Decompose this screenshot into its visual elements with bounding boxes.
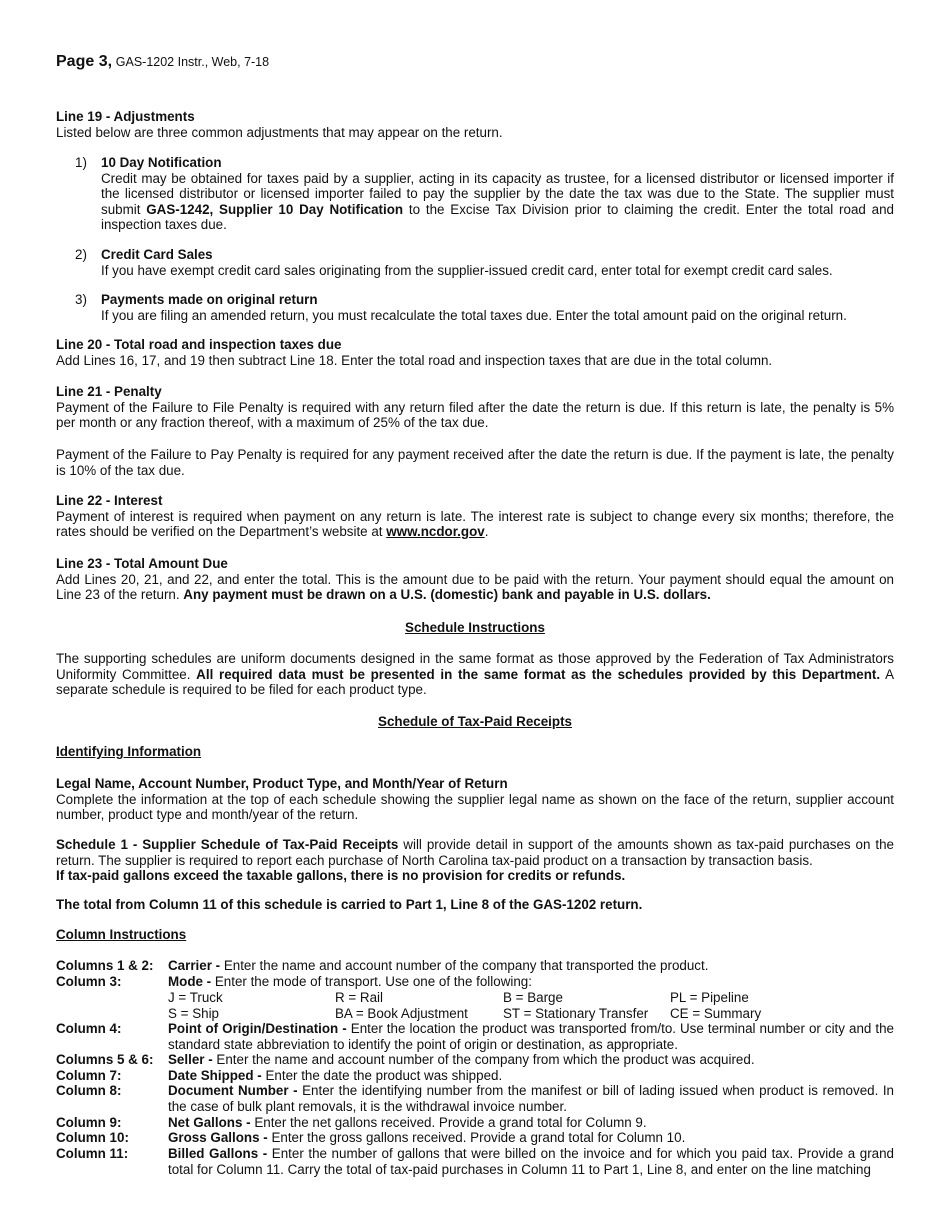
line20-text: Add Lines 16, 17, and 19 then subtract Line 18. Enter the total road and inspection taxes that are due in the total column. [56,352,773,368]
line19-intro: Listed below are three common adjustments that may appear on the return. [56,124,503,140]
item1-text-a: Credit may be obtained for taxes paid by a supplier, acting in its capacity as trustee, for a licensed distributor or licensed importer if the licensed distributor or licensed importer failed to pay the supplier by the date the tax was due to the State. The supplier must submit [101,170,894,217]
item3-text: If you are filing an amended return, you must recalculate the total taxes due. Enter the total amount paid on the original return. [101,307,847,323]
mode-code: CE = Summary [670,1006,762,1021]
column-desc [168,1068,894,1084]
line19-section [56,109,894,140]
column-term: Seller - [168,1052,213,1067]
line22-section [56,493,894,540]
schedule-instructions-heading: Schedule Instructions [405,620,545,635]
column-term: Carrier - [168,958,221,973]
item1-text-bold: GAS-1242, Supplier 10 Day Notification [146,201,404,217]
column-term: Gross Gallons - [168,1130,268,1145]
column-text: Enter the net gallons received. Provide a grand total for Column 9. [250,1115,647,1130]
column-desc [168,1130,894,1146]
legal-name-section [56,776,894,823]
item3-title: Payments made on original return [101,292,318,307]
mode-code: R = Rail [335,990,383,1005]
schedule-instructions-text [56,651,894,698]
column-desc [168,1083,894,1114]
line20-section [56,337,894,368]
item2-title: Credit Card Sales [101,247,213,262]
column-label: Column 9: [56,1115,122,1130]
mode-code: J = Truck [168,990,223,1005]
line23-title: Line 23 - Total Amount Due [56,556,228,571]
column-label: Column 11: [56,1146,129,1161]
column-label: Column 4: [56,1021,122,1036]
tax-paid-heading: Schedule of Tax-Paid Receipts [378,714,572,729]
transport-mode-grid [168,990,894,1022]
schedule1-title: Schedule 1 - Supplier Schedule of Tax-Paid Receipts [56,837,399,852]
column-term: Billed Gallons - [168,1146,268,1161]
column-term: Mode - [168,974,212,989]
line23-section [56,556,894,603]
column-label: Column 10: [56,1130,129,1145]
mode-code: PL = Pipeline [670,990,749,1005]
column-desc [168,1115,894,1131]
schedule-text-a: The supporting schedules are uniform documents designed in the same format as those approved by the Federation of Tax Administrators Uniformity Committee. [56,651,894,682]
column11-total-note: The total from Column 11 of this schedule is carried to Part 1, Line 8 of the GAS-1202 return. [56,897,643,912]
form-reference: GAS-1202 Instr., Web, 7-18 [115,55,270,69]
schedule-text-bold: All required data must be presented in the same format as the schedules provided by this Department. [196,666,881,682]
page-header [56,54,269,71]
column-text: Enter the number of gallons that were billed on the invoice and for which you paid tax. Provide a grand total for Column 11. Carry the total of tax-paid purchases in Column 11 to Part 1, Line 8, and enter on the line matching [168,1146,895,1177]
line19-title: Line 19 - Adjustments [56,109,195,124]
mode-code: ST = Stationary Transfer [503,1006,649,1021]
column-term: Point of Origin/Destination - [168,1021,347,1036]
column-label: Columns 1 & 2: [56,958,154,973]
item3-number: 3) [75,292,87,307]
column-text: Enter the mode of transport. Use one of the following: [211,974,532,989]
column-text: Enter the date the product was shipped. [261,1068,503,1083]
legal-name-text: Complete the information at the top of each schedule showing the supplier legal name as shown on the face of the return, supplier account number, product type and month/year of the return. [56,791,894,823]
column-text: Enter the identifying number from the manifest or bill of lading issued when product is removed. In the case of bulk plant removals, it is the withdrawal invoice number. [168,1083,895,1114]
column-label: Column 3: [56,974,122,989]
mode-code: B = Barge [503,990,563,1005]
column-label: Columns 5 & 6: [56,1052,154,1067]
item1-title: 10 Day Notification [101,155,222,170]
column-label: Column 7: [56,1068,122,1083]
column-text: Enter the name and account number of the company that transported the product. [220,958,709,973]
mode-code: BA = Book Adjustment [335,1006,468,1021]
line22-text-end: . [484,524,489,540]
line22-text-body: Payment of interest is required when payment on any return is late. The interest rate is subject to change every six months; therefore, the rates should be verified on the Department’s website at [56,508,894,540]
column-instructions-heading: Column Instructions [56,927,187,942]
line22-text [56,509,894,540]
line23-text-bold: Any payment must be drawn on a U.S. (domestic) bank and payable in U.S. dollars. [183,587,711,603]
schedule-text-b: A separate schedule is required to be filed for each product type. [56,666,894,698]
column-desc [168,1146,894,1177]
item1-number: 1) [75,155,87,170]
column-term: Date Shipped - [168,1068,262,1083]
line20-title: Line 20 - Total road and inspection taxes due [56,337,342,352]
column-text: Enter the name and account number of the company from which the product was acquired. [212,1052,755,1067]
column-text: Enter the location the product was transported from/to. Use terminal number or city and the standard state abbreviation to identify the point of origin or destination, as appropriate. [168,1021,894,1052]
item1-block [101,155,894,233]
item1-text [101,171,894,233]
column-desc [168,1021,894,1052]
column-text: Enter the gross gallons received. Provide a grand total for Column 10. [267,1130,686,1145]
schedule1-no-refund: If tax-paid gallons exceed the taxable gallons, there is no provision for credits or refunds. [56,868,626,884]
column-desc [168,958,894,974]
line22-title: Line 22 - Interest [56,493,163,508]
column-desc [168,1052,894,1068]
line21-section [56,384,894,431]
line23-text-body: Add Lines 20, 21, and 22, and enter the total. This is the amount due to be paid with the return. Your payment should equal the amount on Line 23 of the return. [56,571,894,603]
column-term: Net Gallons - [168,1115,251,1130]
page-number: Page 3, [56,53,113,70]
item2-text: If you have exempt credit card sales originating from the supplier-issued credit card, enter total for exempt credit card sales. [101,262,833,278]
schedule1-text: will provide detail in support of the amounts shown as tax-paid purchases on the return. The supplier is required to report each purchase of North Carolina tax-paid product on a transaction by transaction basis. [56,837,895,868]
ncdor-website-link[interactable]: www.ncdor.gov [386,524,485,540]
line21-text2-block [56,447,894,478]
line21-text2: Payment of the Failure to Pay Penalty is required for any payment received after the date the return is due. If the payment is late, the penalty is 10% of the tax due. [56,447,894,478]
item2-block [101,247,894,278]
column-term: Document Number - [168,1083,298,1098]
column-desc [168,974,894,990]
line21-title: Line 21 - Penalty [56,384,162,399]
line23-text [56,572,894,603]
mode-code: S = Ship [168,1006,219,1021]
line21-text1: Payment of the Failure to File Penalty is required with any return filed after the date the return is due. If this return is late, the penalty is 5% per month or any fraction thereof, with a maximum of 25% of the tax due. [56,399,894,431]
item2-number: 2) [75,247,87,262]
item1-text-b: to the Excise Tax Division prior to claiming the credit. Enter the total road and inspection taxes due. [101,201,894,233]
legal-name-title: Legal Name, Account Number, Product Type, and Month/Year of Return [56,776,508,791]
identifying-information-heading: Identifying Information [56,744,202,759]
schedule1-section [56,837,894,884]
item3-block [101,292,894,323]
column-label: Column 8: [56,1083,122,1098]
